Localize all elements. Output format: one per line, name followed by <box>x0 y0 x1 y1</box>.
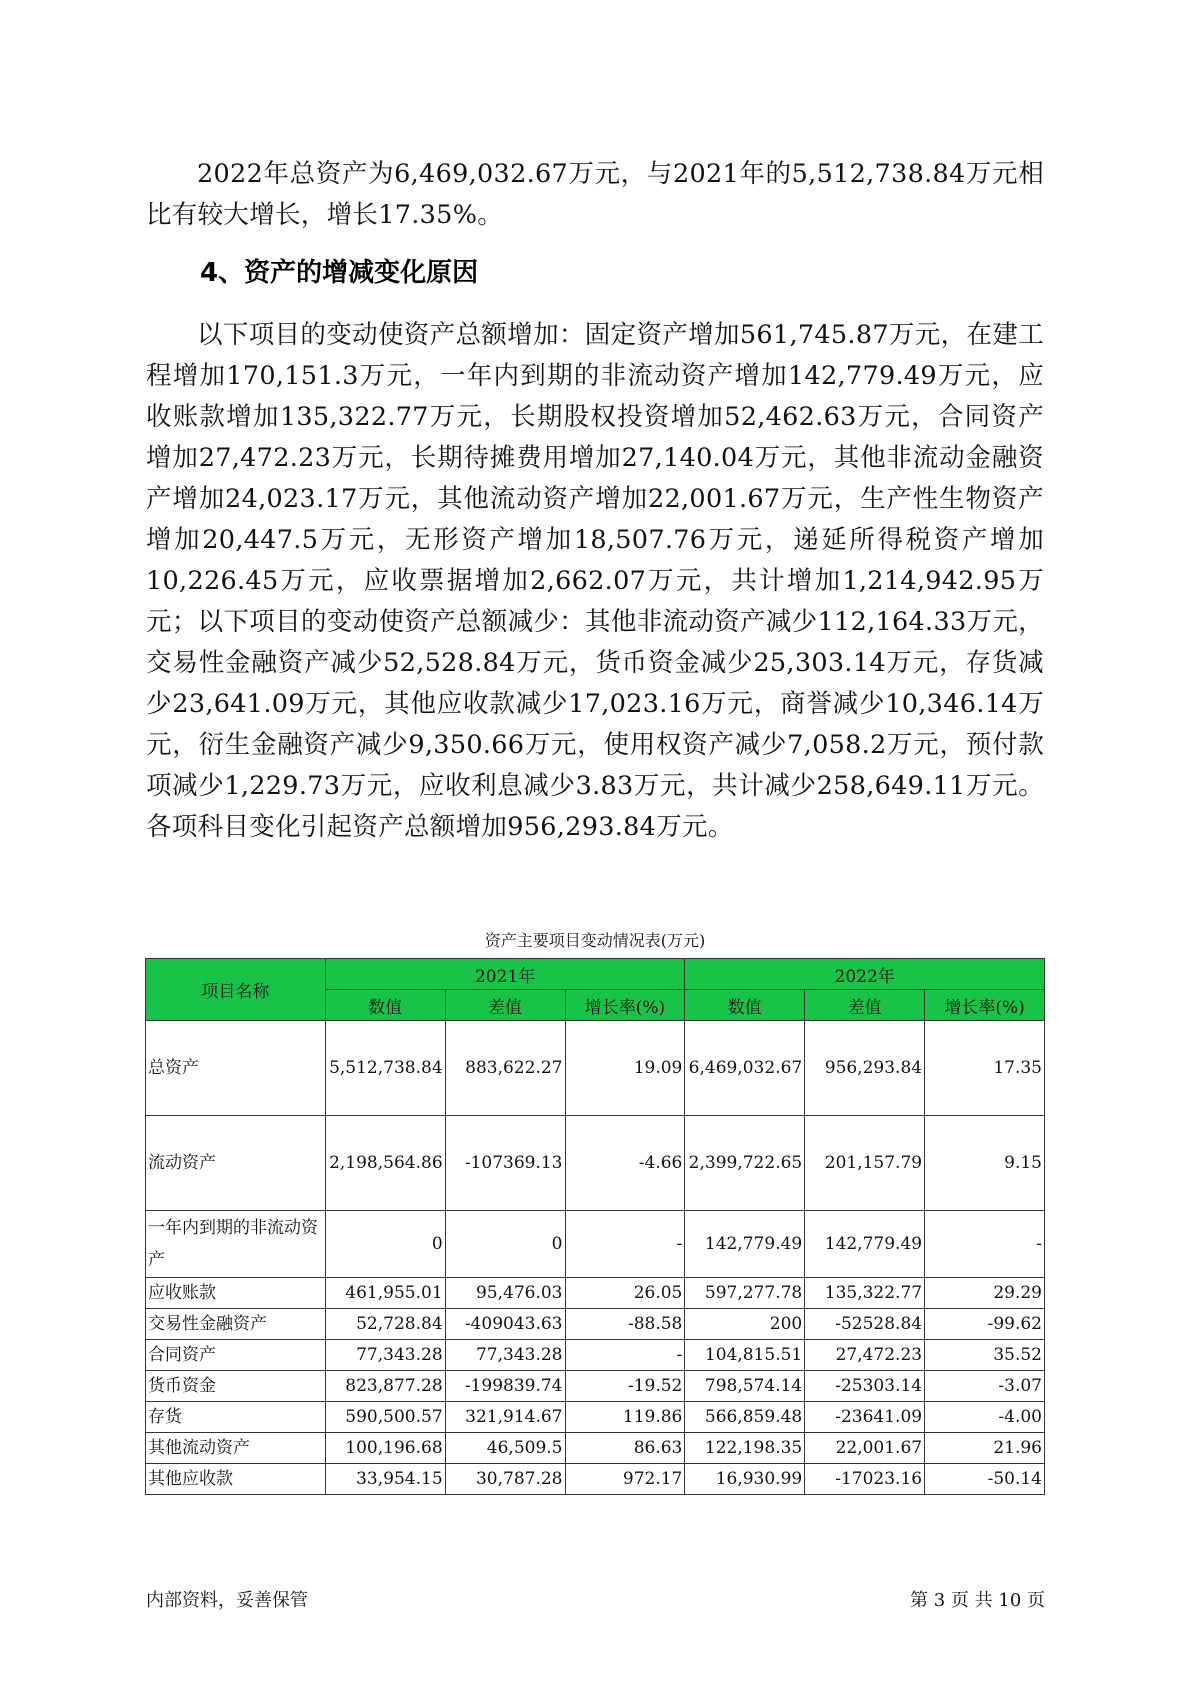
cell-diff-2022: 135,322.77 <box>805 1278 925 1309</box>
cell-rate-2021: 86.63 <box>565 1433 685 1464</box>
asset-change-paragraph: 以下项目的变动使资产总额增加：固定资产增加561,745.87万元，在建工程增加170,151.3万元，一年内到期的非流动资产增加142,779.49万元，应收账款增加135,322.77万元，长期股权投资增加52,462.63万元，合同资产增加27,472.23万元，长期待摊费用增加27,140.04万元，其他非流动金融资产增加24,023.17万元，其他流动资产增加22,001.67万元，生产性生物资产增加20,447.5万元，无形资产增加18,507.76万元，递延所得税资产增加10,226.45万元，应收票据增加2,662.07万元，共计增加1,214,942.95万元；以下项目的变动使资产总额减少：其他非流动资产减少112,164.33万元，交易性金融资产减少52,528.84万元，货币资金减少25,303.14万元，存货减少23,641.09万元，其他应收款减少17,023.16万元，商誉减少10,346.14万元，衍生金融资产减少9,350.66万元，使用权资产减少7,058.2万元，预付款项减少1,229.73万元，应收利息减少3.83万元，共计减少258,649.11万元。各项科目变化引起资产总额增加956,293.84万元。 <box>146 320 1044 842</box>
cell-value-2021: 77,343.28 <box>325 1340 445 1371</box>
cell-rate-2022: -4.00 <box>925 1402 1045 1433</box>
cell-value-2021: 461,955.01 <box>325 1278 445 1309</box>
table-row <box>146 1309 1045 1340</box>
table-row <box>146 1340 1045 1371</box>
cell-rate-2021: 972.17 <box>565 1464 685 1495</box>
cell-diff-2022: -52528.84 <box>805 1309 925 1340</box>
cell-value-2022: 104,815.51 <box>685 1340 805 1371</box>
cell-diff-2022: 27,472.23 <box>805 1340 925 1371</box>
table-row <box>146 1278 1045 1309</box>
row-label: 交易性金融资产 <box>146 1309 326 1340</box>
table-caption: 资产主要项目变动情况表(万元) <box>484 931 706 950</box>
cell-value-2021: 823,877.28 <box>325 1371 445 1402</box>
cell-diff-2022: 22,001.67 <box>805 1433 925 1464</box>
header-diff-2021: 差值 <box>445 990 565 1021</box>
table-row <box>146 1464 1045 1495</box>
cell-rate-2021: 119.86 <box>565 1402 685 1433</box>
cell-diff-2021: 46,509.5 <box>445 1433 565 1464</box>
table-row <box>146 1371 1045 1402</box>
cell-value-2022: 122,198.35 <box>685 1433 805 1464</box>
cell-rate-2022: 17.35 <box>925 1021 1045 1116</box>
cell-value-2022: 597,277.78 <box>685 1278 805 1309</box>
header-rate-2022: 增长率(%) <box>925 990 1045 1021</box>
cell-value-2021: 590,500.57 <box>325 1402 445 1433</box>
cell-rate-2021: 19.09 <box>565 1021 685 1116</box>
header-value-2021: 数值 <box>325 990 445 1021</box>
cell-diff-2021: 77,343.28 <box>445 1340 565 1371</box>
cell-rate-2022: 29.29 <box>925 1278 1045 1309</box>
cell-rate-2021: -4.66 <box>565 1116 685 1211</box>
row-label: 其他流动资产 <box>146 1433 326 1464</box>
header-rate-2021: 增长率(%) <box>565 990 685 1021</box>
cell-value-2022: 200 <box>685 1309 805 1340</box>
cell-rate-2022: 35.52 <box>925 1340 1045 1371</box>
table-row <box>146 1021 1045 1116</box>
cell-value-2022: 6,469,032.67 <box>685 1021 805 1116</box>
cell-rate-2022: -3.07 <box>925 1371 1045 1402</box>
header-year-2021: 2021年 <box>325 959 685 990</box>
header-value-2022: 数值 <box>685 990 805 1021</box>
cell-value-2022: 16,930.99 <box>685 1464 805 1495</box>
section-heading: 4、资产的增减变化原因 <box>200 258 479 288</box>
cell-rate-2022: - <box>925 1211 1045 1278</box>
header-item-name: 项目名称 <box>146 959 326 1021</box>
cell-rate-2021: 26.05 <box>565 1278 685 1309</box>
row-label: 合同资产 <box>146 1340 326 1371</box>
cell-rate-2022: -99.62 <box>925 1309 1045 1340</box>
header-year-2022: 2022年 <box>685 959 1045 990</box>
row-label: 应收账款 <box>146 1278 326 1309</box>
cell-diff-2021: 883,622.27 <box>445 1021 565 1116</box>
cell-diff-2021: 95,476.03 <box>445 1278 565 1309</box>
cell-diff-2021: -107369.13 <box>445 1116 565 1211</box>
table-row <box>146 1116 1045 1211</box>
cell-value-2022: 566,859.48 <box>685 1402 805 1433</box>
header-diff-2022: 差值 <box>805 990 925 1021</box>
cell-diff-2022: -17023.16 <box>805 1464 925 1495</box>
row-label: 其他应收款 <box>146 1464 326 1495</box>
row-label: 存货 <box>146 1402 326 1433</box>
cell-diff-2021: 0 <box>445 1211 565 1278</box>
cell-diff-2021: 321,914.67 <box>445 1402 565 1433</box>
cell-value-2022: 2,399,722.65 <box>685 1116 805 1211</box>
cell-diff-2022: 201,157.79 <box>805 1116 925 1211</box>
cell-value-2021: 0 <box>325 1211 445 1278</box>
cell-value-2022: 142,779.49 <box>685 1211 805 1278</box>
row-label: 货币资金 <box>146 1371 326 1402</box>
cell-value-2022: 798,574.14 <box>685 1371 805 1402</box>
cell-diff-2022: 956,293.84 <box>805 1021 925 1116</box>
cell-rate-2022: 21.96 <box>925 1433 1045 1464</box>
row-label: 流动资产 <box>146 1116 326 1211</box>
table-row <box>146 1402 1045 1433</box>
cell-value-2021: 2,198,564.86 <box>325 1116 445 1211</box>
cell-value-2021: 33,954.15 <box>325 1464 445 1495</box>
cell-rate-2021: - <box>565 1211 685 1278</box>
total-assets-paragraph: 2022年总资产为6,469,032.67万元，与2021年的5,512,738.84万元相比有较大增长，增长17.35%。 <box>146 159 1044 230</box>
footer-confidential-note: 内部资料，妥善保管 <box>146 1590 308 1611</box>
cell-diff-2021: 30,787.28 <box>445 1464 565 1495</box>
cell-diff-2022: 142,779.49 <box>805 1211 925 1278</box>
asset-change-table <box>145 958 1045 1495</box>
footer-page-number: 第 3 页 共 10 页 <box>910 1590 1045 1611</box>
cell-rate-2022: -50.14 <box>925 1464 1045 1495</box>
table-row <box>146 1211 1045 1278</box>
row-label: 一年内到期的非流动资产 <box>146 1211 326 1278</box>
cell-rate-2021: -88.58 <box>565 1309 685 1340</box>
cell-value-2021: 52,728.84 <box>325 1309 445 1340</box>
cell-diff-2022: -25303.14 <box>805 1371 925 1402</box>
table-row <box>146 1433 1045 1464</box>
cell-value-2021: 100,196.68 <box>325 1433 445 1464</box>
cell-rate-2022: 9.15 <box>925 1116 1045 1211</box>
cell-rate-2021: -19.52 <box>565 1371 685 1402</box>
cell-value-2021: 5,512,738.84 <box>325 1021 445 1116</box>
cell-rate-2021: - <box>565 1340 685 1371</box>
cell-diff-2021: -409043.63 <box>445 1309 565 1340</box>
cell-diff-2021: -199839.74 <box>445 1371 565 1402</box>
cell-diff-2022: -23641.09 <box>805 1402 925 1433</box>
row-label: 总资产 <box>146 1021 326 1116</box>
